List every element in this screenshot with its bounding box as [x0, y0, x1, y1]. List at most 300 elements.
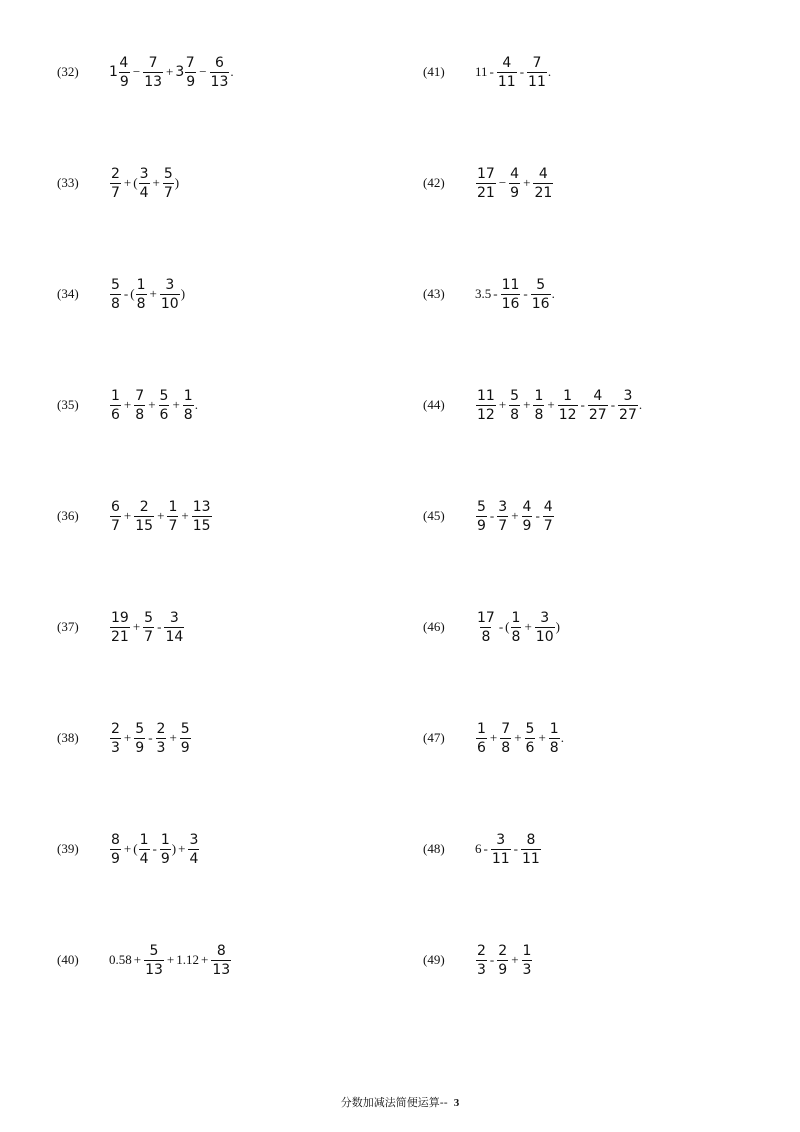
fraction: [509, 389, 520, 422]
fraction: [136, 278, 147, 311]
expression-text: 6: [475, 841, 482, 856]
fraction: [110, 278, 121, 311]
fraction: [497, 500, 508, 533]
numerator: 3: [165, 276, 175, 293]
numerator: 5: [180, 720, 190, 737]
numerator: 5: [510, 387, 520, 404]
fraction: [497, 944, 508, 977]
operator: -: [123, 286, 129, 301]
problem-number: (46): [423, 619, 445, 634]
problem-number: (43): [423, 286, 445, 301]
denominator: 3: [477, 961, 486, 978]
fraction: [533, 167, 553, 200]
problem-number: (39): [57, 841, 79, 856]
fraction: [522, 500, 533, 533]
operator: -: [513, 841, 519, 856]
problem-expression: [109, 167, 179, 200]
denominator: 16: [501, 295, 520, 312]
operator: -: [148, 730, 153, 745]
expression-text: (: [133, 841, 138, 856]
denominator: 9: [186, 73, 196, 90]
denominator: 9: [111, 850, 120, 867]
denominator: 10: [160, 295, 179, 312]
fraction: [543, 500, 554, 533]
operator: +: [132, 619, 141, 634]
numerator: 4: [502, 54, 512, 71]
operator: +: [523, 175, 531, 190]
problem-number: (45): [423, 508, 445, 523]
expression-text: .: [638, 397, 643, 412]
denominator: 16: [531, 295, 550, 312]
denominator: 15: [135, 517, 154, 534]
operator: +: [511, 508, 519, 523]
fraction: [139, 167, 150, 200]
fraction: [500, 722, 511, 755]
fraction: [476, 167, 496, 200]
problem-expression: [109, 722, 192, 755]
denominator: 3: [522, 961, 532, 978]
problem-number: (44): [423, 397, 445, 412]
denominator: 7: [111, 517, 120, 534]
fraction: [110, 611, 130, 644]
problem-number: (37): [57, 619, 79, 634]
problem-expression: [475, 944, 533, 977]
denominator: 8: [136, 295, 146, 312]
fraction: [119, 56, 130, 89]
fraction: [509, 167, 520, 200]
fraction: [156, 722, 167, 755]
denominator: 21: [534, 184, 553, 201]
numerator: 3: [540, 609, 550, 626]
fraction: [476, 611, 496, 644]
denominator: 8: [183, 406, 193, 423]
numerator: 7: [185, 54, 195, 71]
problem-expression: [475, 278, 555, 311]
numerator: 4: [543, 498, 553, 515]
problem-number: (34): [57, 286, 79, 301]
denominator: 7: [144, 628, 154, 645]
denominator: 6: [477, 739, 486, 756]
denominator: 4: [139, 850, 149, 867]
operator: -: [535, 508, 540, 523]
numerator: 4: [538, 165, 548, 182]
fraction: [139, 833, 150, 866]
operator: +: [489, 730, 498, 745]
fraction: [134, 389, 145, 422]
problem-item: [57, 47, 234, 97]
fraction: [511, 611, 522, 644]
numerator: 1: [183, 387, 193, 404]
numerator: 11: [501, 276, 520, 293]
expression-text: (: [133, 175, 138, 190]
mixed-whole-part: 1: [109, 64, 118, 80]
numerator: 2: [156, 720, 166, 737]
mixed-whole-part: 3: [175, 64, 185, 80]
denominator: 7: [543, 517, 553, 534]
fraction: [183, 389, 194, 422]
operator: +: [133, 952, 142, 967]
operator: +: [123, 175, 132, 190]
problem-number: (38): [57, 730, 79, 745]
expression-text: ): [174, 175, 180, 190]
denominator: 8: [135, 406, 145, 423]
fraction: [110, 389, 121, 422]
problem-item: [423, 824, 542, 874]
fraction: [531, 278, 551, 311]
problem-item: [423, 269, 555, 319]
denominator: 8: [534, 406, 544, 423]
denominator: 3: [156, 739, 166, 756]
operator: -: [519, 64, 525, 79]
footer-title: 分数加减法简便运算--: [340, 1096, 448, 1109]
problem-expression: [109, 944, 232, 977]
denominator: 9: [498, 961, 508, 978]
operator: +: [498, 397, 507, 412]
denominator: 11: [491, 850, 510, 867]
fraction: [188, 833, 199, 866]
operator: -: [489, 508, 495, 523]
operator: +: [538, 730, 546, 745]
numerator: 5: [159, 387, 169, 404]
operator: +: [123, 397, 132, 412]
operator: +: [152, 175, 160, 190]
numerator: 6: [111, 498, 120, 515]
fraction: [491, 833, 511, 866]
denominator: 13: [212, 961, 231, 978]
numerator: 1: [477, 720, 486, 737]
numerator: 3: [623, 387, 633, 404]
expression-text: (: [505, 619, 510, 634]
denominator: 12: [558, 406, 577, 423]
expression-text: 11: [475, 64, 488, 79]
problem-item: [57, 491, 213, 541]
denominator: 15: [192, 517, 211, 534]
numerator: 17: [477, 165, 495, 182]
fraction: [476, 944, 487, 977]
denominator: 6: [159, 406, 169, 423]
numerator: 2: [498, 942, 508, 959]
problem-item: [57, 380, 198, 430]
problem-expression: [109, 56, 234, 89]
numerator: 5: [536, 276, 546, 293]
page-footer: [0, 1094, 800, 1110]
problem-expression: [475, 722, 564, 755]
numerator: 5: [149, 942, 159, 959]
denominator: 8: [111, 295, 120, 312]
operator: -: [498, 619, 504, 634]
fraction: [167, 500, 178, 533]
numerator: 7: [501, 720, 511, 737]
operator: +: [166, 64, 174, 79]
operator: +: [149, 286, 157, 301]
denominator: 7: [163, 184, 173, 201]
denominator: 9: [477, 517, 486, 534]
problem-expression: [109, 278, 185, 311]
numerator: 2: [477, 942, 486, 959]
numerator: 1: [111, 387, 120, 404]
denominator: 9: [180, 739, 190, 756]
problem-item: [423, 602, 560, 652]
problem-expression: [475, 833, 542, 866]
problem-expression: [475, 56, 551, 89]
denominator: 3: [111, 739, 120, 756]
numerator: 6: [215, 54, 224, 71]
numerator: 1: [168, 498, 178, 515]
fraction: [588, 389, 608, 422]
fraction: [143, 56, 163, 89]
problem-item: [423, 47, 551, 97]
expression-text: ): [555, 619, 560, 634]
operator: +: [169, 730, 177, 745]
problem-expression: [475, 611, 560, 644]
numerator: 19: [111, 609, 129, 626]
operator: +: [123, 508, 132, 523]
fraction: [180, 722, 191, 755]
fraction: [527, 56, 547, 89]
expression-text: .: [560, 730, 564, 745]
numerator: 5: [163, 165, 173, 182]
fraction: [110, 833, 121, 866]
problem-item: [57, 713, 192, 763]
fraction: [211, 944, 231, 977]
fraction: [110, 722, 121, 755]
numerator: 1: [160, 831, 170, 848]
numerator: 1: [136, 276, 146, 293]
denominator: 27: [588, 406, 607, 423]
fraction: [163, 167, 174, 200]
problem-item: [423, 713, 564, 763]
fraction: [164, 611, 184, 644]
operator: +: [157, 508, 165, 523]
denominator: 4: [189, 850, 199, 867]
denominator: 6: [111, 406, 120, 423]
denominator: 8: [510, 406, 520, 423]
fraction: [521, 833, 541, 866]
denominator: 4: [139, 184, 149, 201]
numerator: 5: [525, 720, 535, 737]
numerator: 7: [135, 387, 145, 404]
denominator: 9: [510, 184, 520, 201]
numerator: 4: [119, 54, 129, 71]
page-number: 3: [453, 1097, 460, 1109]
operator: +: [524, 619, 532, 634]
denominator: 13: [145, 961, 163, 978]
operator: +: [511, 952, 519, 967]
fraction: [525, 722, 536, 755]
operator: -: [523, 286, 528, 301]
expression-text: ): [180, 286, 186, 301]
problem-item: [57, 158, 179, 208]
problem-item: [57, 824, 200, 874]
denominator: 9: [135, 739, 145, 756]
problem-expression: [109, 389, 198, 422]
operator: +: [172, 397, 180, 412]
problem-item: [57, 269, 185, 319]
problem-item: [423, 158, 554, 208]
numerator: 1: [563, 387, 573, 404]
operator: +: [547, 397, 555, 412]
problem-expression: [109, 500, 213, 533]
problem-item: [423, 935, 533, 985]
problem-number: (47): [423, 730, 445, 745]
problem-expression: [109, 611, 185, 644]
expression-text: ): [171, 841, 177, 856]
denominator: 9: [119, 73, 129, 90]
problem-item: [423, 491, 555, 541]
fraction: [522, 944, 533, 977]
denominator: 13: [144, 73, 163, 90]
problem-item: [57, 935, 232, 985]
numerator: 5: [135, 720, 145, 737]
operator: +: [514, 730, 522, 745]
problem-item: [57, 602, 185, 652]
problem-expression: [475, 500, 555, 533]
denominator: 8: [511, 628, 521, 645]
problem-number: (40): [57, 952, 79, 967]
numerator: 4: [593, 387, 603, 404]
operator: -: [483, 841, 488, 856]
fraction: [210, 56, 230, 89]
operator: -: [489, 64, 494, 79]
fraction: [476, 389, 496, 422]
fraction: [558, 389, 578, 422]
problem-expression: [475, 389, 642, 422]
operator: +: [181, 508, 189, 523]
fraction: [110, 167, 121, 200]
numerator: 2: [139, 498, 149, 515]
denominator: 7: [498, 517, 508, 534]
fraction: [535, 611, 555, 644]
denominator: 10: [535, 628, 554, 645]
fraction: [192, 500, 212, 533]
fraction: [143, 611, 154, 644]
denominator: 8: [481, 628, 491, 645]
numerator: 1: [522, 942, 532, 959]
numerator: 2: [111, 165, 120, 182]
fraction: [160, 278, 180, 311]
numerator: 5: [144, 609, 154, 626]
fraction: [185, 56, 196, 89]
denominator: 12: [477, 406, 495, 423]
numerator: 2: [111, 720, 120, 737]
fraction: [159, 389, 170, 422]
operator: −: [498, 175, 507, 190]
denominator: 11: [497, 73, 516, 90]
operator: +: [523, 397, 531, 412]
operator: +: [166, 952, 175, 967]
expression-text: 0.58: [109, 952, 132, 967]
fraction: [160, 833, 171, 866]
denominator: 14: [165, 628, 184, 645]
denominator: 13: [210, 73, 229, 90]
numerator: 7: [148, 54, 158, 71]
numerator: 3: [139, 165, 149, 182]
numerator: 7: [532, 54, 542, 71]
denominator: 6: [525, 739, 535, 756]
denominator: 9: [160, 850, 170, 867]
numerator: 4: [522, 498, 532, 515]
fraction: [134, 722, 145, 755]
operator: -: [157, 619, 162, 634]
operator: +: [123, 841, 132, 856]
denominator: 8: [501, 739, 511, 756]
numerator: 5: [111, 276, 120, 293]
fraction: [497, 56, 517, 89]
fraction: [110, 500, 121, 533]
expression-text: 1.12: [176, 952, 200, 967]
numerator: 4: [510, 165, 520, 182]
denominator: 11: [522, 850, 540, 867]
problem-number: (32): [57, 64, 79, 79]
expression-text: .: [230, 64, 234, 79]
operator: -: [493, 286, 498, 301]
problem-item: [423, 380, 642, 430]
fraction: [134, 500, 154, 533]
operator: -: [152, 841, 157, 856]
expression-text: .: [547, 64, 552, 79]
problem-number: (48): [423, 841, 445, 856]
numerator: 3: [496, 831, 506, 848]
expression-text: .: [194, 397, 198, 412]
operator: −: [199, 64, 207, 79]
operator: +: [201, 952, 209, 967]
numerator: 8: [526, 831, 536, 848]
operator: +: [178, 841, 186, 856]
problem-number: (49): [423, 952, 445, 967]
numerator: 13: [192, 498, 211, 515]
problem-number: (42): [423, 175, 445, 190]
numerator: 1: [534, 387, 544, 404]
denominator: 7: [111, 184, 120, 201]
denominator: 21: [111, 628, 129, 645]
problem-number: (36): [57, 508, 79, 523]
numerator: 1: [549, 720, 559, 737]
denominator: 9: [522, 517, 532, 534]
fraction: [501, 278, 521, 311]
expression-text: (: [130, 286, 135, 301]
numerator: 3: [169, 609, 179, 626]
fraction: [144, 944, 164, 977]
fraction: [476, 722, 487, 755]
problem-number: (35): [57, 397, 79, 412]
operator: +: [123, 730, 132, 745]
operator: -: [580, 397, 585, 412]
numerator: 8: [111, 831, 120, 848]
problem-expression: [109, 833, 200, 866]
numerator: 3: [498, 498, 508, 515]
expression-text: 3.5: [475, 286, 492, 301]
numerator: 8: [216, 942, 226, 959]
numerator: 5: [477, 498, 486, 515]
numerator: 3: [189, 831, 199, 848]
operator: +: [148, 397, 156, 412]
fraction: [549, 722, 560, 755]
denominator: 8: [549, 739, 559, 756]
denominator: 11: [528, 73, 546, 90]
numerator: 1: [139, 831, 149, 848]
denominator: 27: [619, 406, 637, 423]
operator: -: [489, 952, 495, 967]
operator: −: [132, 64, 141, 79]
operator: -: [610, 397, 616, 412]
problem-number: (33): [57, 175, 79, 190]
numerator: 11: [477, 387, 495, 404]
fraction: [476, 500, 487, 533]
numerator: 17: [477, 609, 495, 626]
numerator: 1: [511, 609, 521, 626]
problem-number: (41): [423, 64, 445, 79]
denominator: 21: [477, 184, 495, 201]
